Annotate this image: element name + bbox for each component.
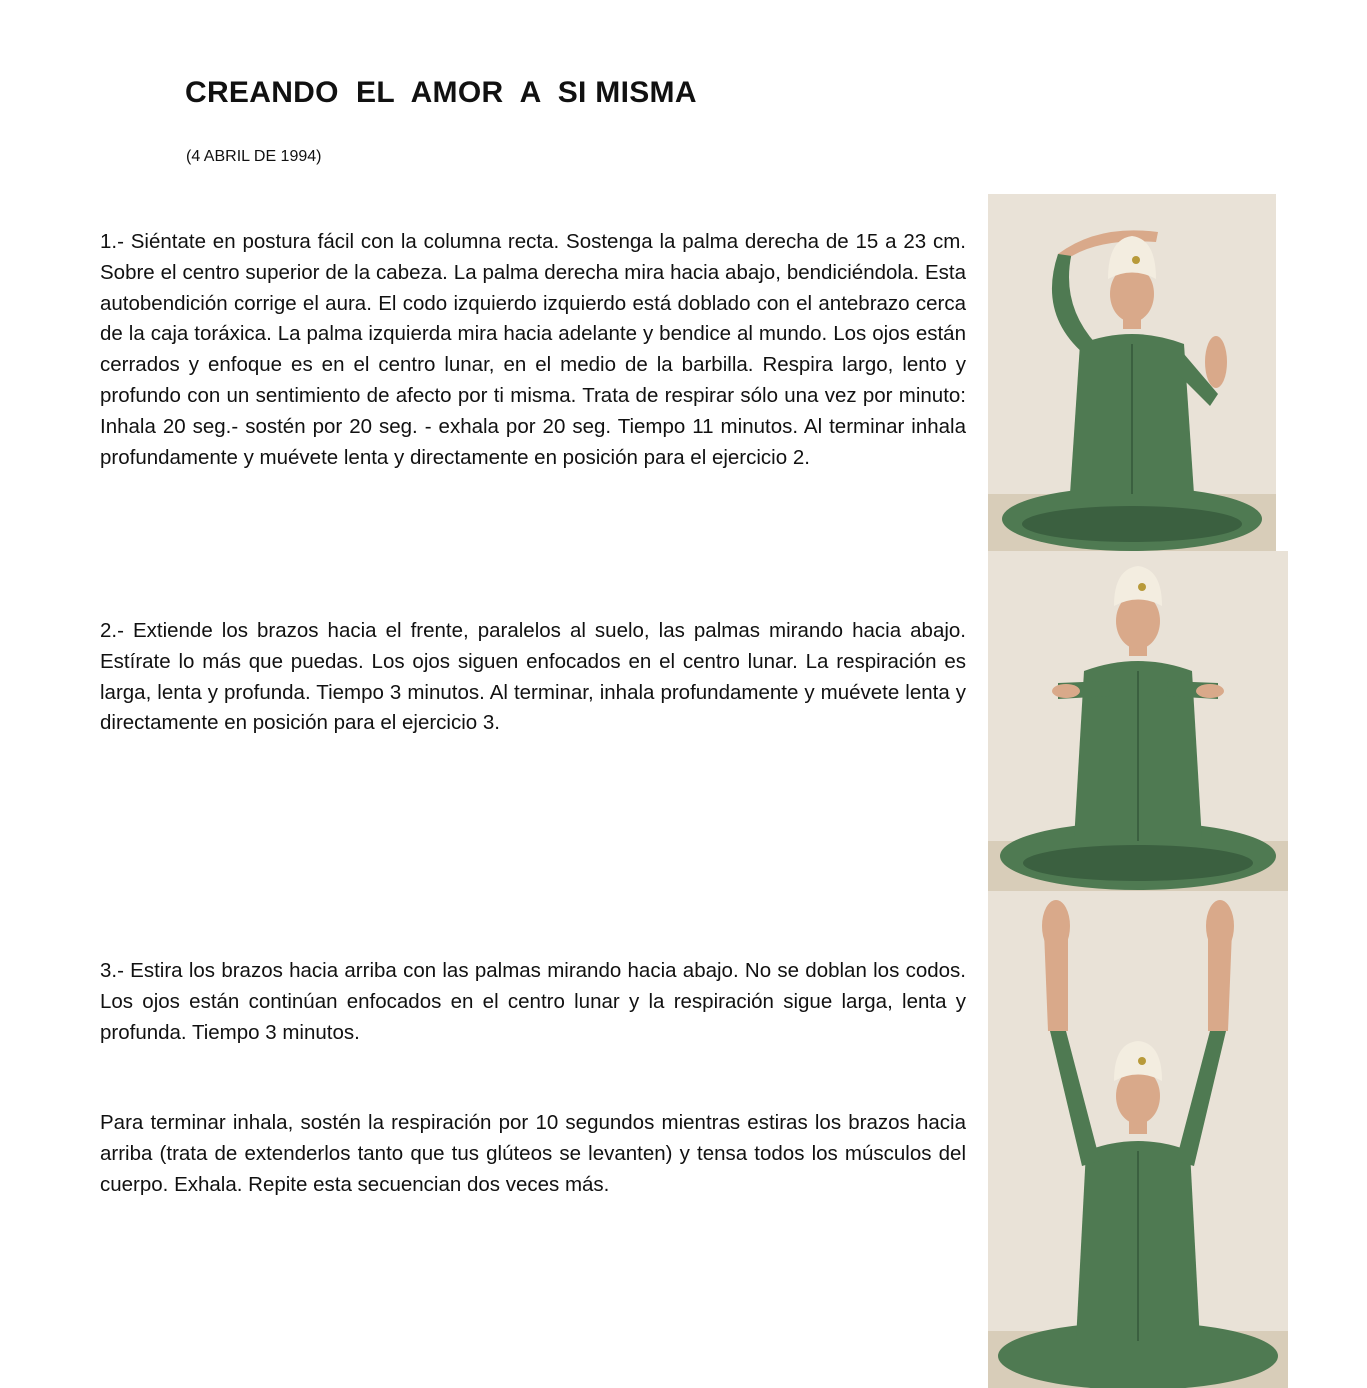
exercise-1-photo (988, 194, 1276, 551)
exercise-2-text: 2.- Extiende los brazos hacia el frente, paralelos al suelo, las palmas mirando hacia abajo. Estírate lo más que puedas. Los ojos siguen enfocados en el centro lunar. La respiración es larga, lenta y profunda. Tiempo 3 minutos. Al terminar, inhala profundamente y muévete lenta y directamente en posición para el ejercicio 3. (100, 619, 966, 735)
exercise-3-text: 3.- Estira los brazos hacia arriba con las palmas mirando hacia abajo. No se doblan los codos. Los ojos están continúan enfocados en el centro lunar y la respiración sigue larga, lenta y profunda. Tiempo 3 minutos. (100, 959, 966, 1044)
exercise-3-photo (988, 891, 1288, 1388)
closing-instructions-text: Para terminar inhala, sostén la respiración por 10 segundos mientras estiras los brazos hacia arriba (trata de extenderlos tanto que tus glúteos se levanten) y tensa todos los músculos del cuerpo. Exhala. Repite esta secuencian dos veces más. (100, 1111, 966, 1196)
exercise-1-text: 1.- Siéntate en postura fácil con la columna recta. Sostenga la palma derecha de 15 a 23 cm. Sobre el centro superior de la cabeza. La palma derecha mira hacia abajo, bendiciéndola. Esta autobendición corrige el aura. El codo izquierdo izquierdo está doblado con el antebrazo cerca de la caja toráxica. La palma izquierda mira hacia adelante y bendice al mundo. Los ojos están cerrados y enfoque es en el centro lunar, en el medio de la barbilla. Respira largo, lento y profundo con un sentimiento de afecto por ti misma. Trata de respirar sólo una vez por minuto: Inhala 20 seg.- sostén por 20 seg. - exhala por 20 seg. Tiempo 11 minutos. Al terminar inhala profundamente y muévete lenta y directamente en posición para el ejercicio 2. (100, 230, 966, 469)
document-date: (4 ABRIL DE 1994) (186, 148, 322, 165)
exercise-2-photo (988, 551, 1288, 891)
page-title: CREANDO EL AMOR A SI MISMA (185, 76, 697, 109)
